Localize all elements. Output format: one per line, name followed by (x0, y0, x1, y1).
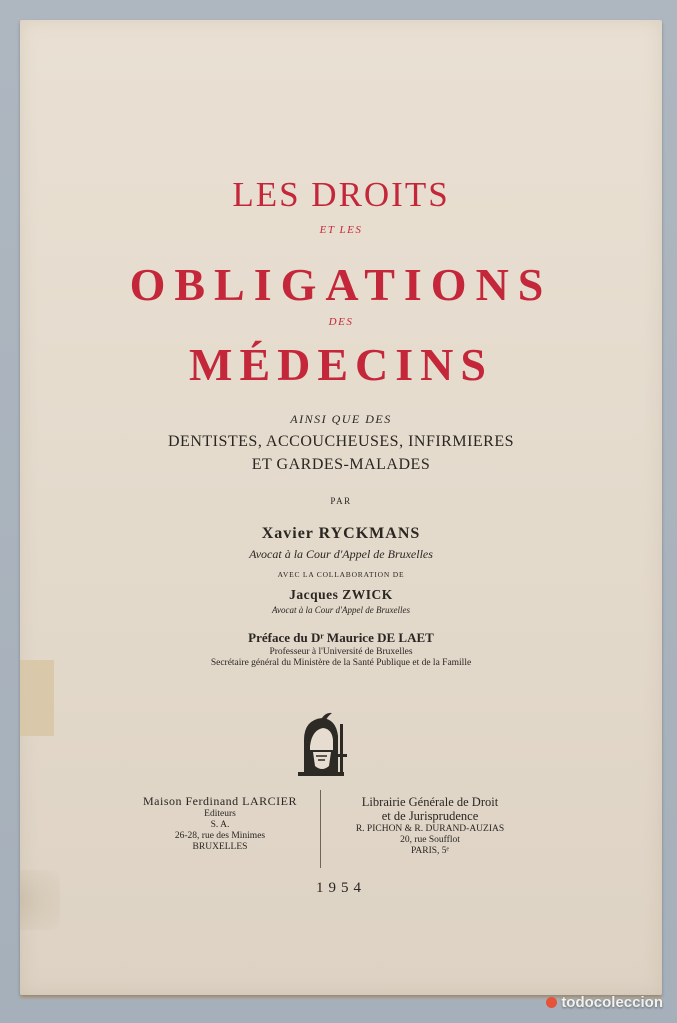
preface-role-1: Professeur à l'Université de Bruxelles (269, 647, 413, 657)
publisher-divider (320, 790, 321, 868)
preface-role-2: Secrétaire général du Ministère de la Santé Publique et de la Famille (210, 658, 472, 668)
subtitle-line-1: DENTISTES, ACCOUCHEUSES, INFIRMIERES (167, 433, 515, 450)
publisher-left-line-2: S. A. (210, 819, 230, 830)
publication-year: 1954 (316, 880, 366, 896)
publisher-left-name: Maison Ferdinand LARCIER (143, 794, 297, 808)
coauthor-name: Jacques ZWICK (289, 587, 393, 602)
publisher-right-line-1: R. PICHON & R. DURAND-AUZIAS (355, 823, 505, 834)
publisher-right-line-2: 20, rue Soufflot (400, 834, 460, 845)
preface-credit: Préface du Dʳ Maurice DE LAET (248, 630, 434, 645)
title-line-1: LES DROITS (232, 175, 450, 214)
publisher-right-name-2: et de Jurisprudence (381, 809, 479, 824)
publisher-left (120, 795, 320, 852)
title-connector-1: ET LES (319, 224, 363, 236)
title-line-3: MÉDECINS (189, 339, 493, 390)
collaboration-label: AVEC LA COLLABORATION DE (277, 570, 405, 579)
author-role: Avocat à la Cour d'Appel de Bruxelles (249, 547, 433, 561)
coauthor-role: Avocat à la Cour d'Appel de Bruxelles (272, 605, 410, 615)
author-name: Xavier RYCKMANS (261, 525, 421, 542)
publisher-left-line-4: BRUXELLES (192, 841, 248, 852)
publisher-left-line-1: Editeurs (204, 808, 236, 819)
publisher-right (330, 795, 530, 857)
cover-stain (20, 870, 60, 930)
book-cover (20, 20, 662, 995)
watermark (546, 994, 663, 1011)
label-remnant (20, 660, 54, 736)
title-line-2: OBLIGATIONS (129, 259, 553, 310)
title-connector-2: DES (328, 316, 354, 328)
watermark-logo-icon (546, 997, 557, 1008)
publisher-left-line-3: 26-28, rue des Minimes (174, 830, 266, 841)
publisher-right-line-3: PARIS, 5ᵉ (411, 845, 449, 856)
publisher-logo-icon (292, 710, 350, 782)
watermark-text: todocoleccion (561, 994, 663, 1011)
subtitle-line-2: ET GARDES-MALADES (251, 456, 431, 473)
subtitle-intro: AINSI QUE DES (290, 412, 392, 426)
publisher-right-name-1: Librairie Générale de Droit (361, 795, 499, 809)
by-label: PAR (330, 496, 352, 506)
